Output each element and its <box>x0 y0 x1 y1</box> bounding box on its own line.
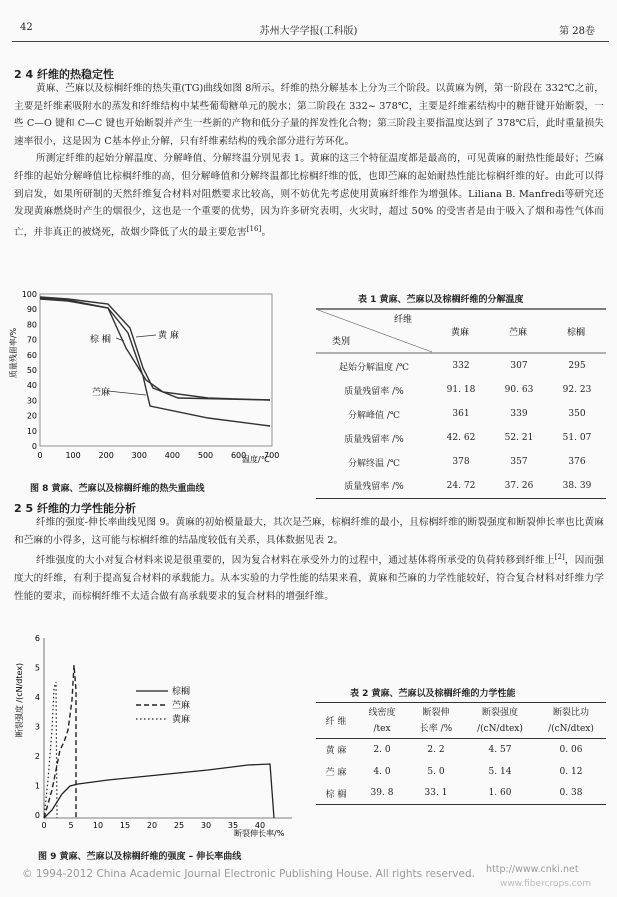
fig9-xtick-label: 25 <box>173 821 185 830</box>
cell: 4. 0 <box>373 766 391 777</box>
table-1-col-ramie: 苎麻 <box>508 328 528 338</box>
head-elongation <box>408 703 464 739</box>
jute-pointer <box>136 335 156 337</box>
fig9-ytick-label: 1 <box>34 781 40 791</box>
tg-curve-chart <box>8 288 308 483</box>
table-row <box>316 739 606 761</box>
table-1 <box>316 308 606 499</box>
cell: 37. 26 <box>504 480 534 491</box>
row-label: 质量残留率 /% <box>344 386 404 397</box>
row-label: 起始分解温度 /℃ <box>339 362 409 373</box>
paragraph-decomposition-text: 所测定纤维的起始分解温度、分解峰值、分解终温分别见表 1。黄麻的这三个特征温度都是最高的，可见黄麻的耐热性能最好；苎麻纤维的起始分解峰值比棕榈纤维的高，但分解峰值和分解终温都比棕榈纤维的低，也即苎麻的起始耐热性能比棕榈纤维的好。由此可以得到启发，如果所研制的天然纤维复合材料对阻燃要求比较高，则不妨优先考虑使用黄麻纤维作为增强体。Liliana B. Manfredi等研究还发现黄麻燃烧时产生的烟很少，这也是一个重要的优势，因为许多研究表明，火灾时，超过 50% 的受害者是由于吸入了烟和毒性气体而亡，并非真正的被烧死，故烟少降低了火的最主要危害 <box>14 153 604 238</box>
fig9-ytick-label: 2 <box>34 752 40 761</box>
jute-label: 黄 麻 <box>158 331 179 341</box>
cell: 38. 39 <box>562 480 592 491</box>
cell: 0. 38 <box>559 788 583 799</box>
section-2-5-body <box>14 514 604 605</box>
section-title-2-5: 2 5 纤维的力学性能分析 <box>14 502 136 515</box>
table-1-col-palm: 棕榈 <box>566 328 586 338</box>
row-label: 棕 榈 <box>325 789 347 800</box>
fig8-ytick-label: 70 <box>26 335 37 345</box>
table-1-header <box>316 308 606 354</box>
legend-palm: 棕榈 <box>172 687 191 697</box>
section-title-2-4: 2 4 纤维的热稳定性 <box>14 68 114 81</box>
fig8-xtick-label: 300 <box>131 451 147 460</box>
fig8-xtick-label: 700 <box>264 451 280 460</box>
fig9-xtick-label: 5 <box>68 821 74 830</box>
jute-curve <box>40 298 270 400</box>
legend-ramie: 苎麻 <box>172 701 191 711</box>
head-density-a: 线密度 <box>368 707 396 718</box>
fig9-ytick-label: 5 <box>34 663 40 673</box>
cell: 307 <box>510 361 528 371</box>
fig8-ytick-label: 40 <box>26 381 37 391</box>
table-row <box>316 378 606 402</box>
fig8-ylabel: 质量残留率/% <box>9 327 18 379</box>
fig8-ytick-label: 20 <box>26 411 37 421</box>
cell: 91. 18 <box>446 385 476 395</box>
cell: 357 <box>510 457 528 467</box>
fig9-ylabel: 断裂强度 /(cN/dtex) <box>15 662 24 738</box>
cell: 51. 07 <box>562 433 592 443</box>
fig9-xlabel: 断裂伸长率/% <box>234 829 285 838</box>
fig9-ytick-label: 0 <box>34 811 40 820</box>
header-rule <box>12 41 609 42</box>
cell: 5. 14 <box>488 766 512 777</box>
table-2 <box>316 702 606 805</box>
figure-9-caption: 图 9 黄麻、苎麻以及棕榈纤维的强度 – 伸长率曲线 <box>38 852 242 862</box>
row-label: 苎 麻 <box>325 768 347 778</box>
fig9-xtick-label: 0 <box>41 821 47 830</box>
fig9-xtick-label: 30 <box>200 821 212 830</box>
cell: 42. 62 <box>446 433 476 443</box>
cell: 378 <box>452 457 470 467</box>
paragraph-strength-text-a: 纤维强度的大小对复合材料来说是很重要的，因为复合材料在承受外力的过程中，通过基体将所承受的负荷转移到纤维上 <box>36 555 555 567</box>
head-fiber: 纤 维 <box>325 717 347 727</box>
cell: 33. 1 <box>424 788 448 799</box>
head-work-b: /(cN/dtex) <box>548 723 594 734</box>
fig8-ytick-label: 80 <box>26 320 37 330</box>
legend-jute: 黄麻 <box>172 715 191 725</box>
cell: 350 <box>568 409 586 419</box>
ramie-pointer <box>108 391 146 395</box>
head-work-a: 断裂比功 <box>552 707 589 718</box>
paragraph-tg: 黄麻、苎麻以及棕榈纤维的热失重(TG)曲线如图 8所示。纤维的热分解基本上分为三个阶段。以黄麻为例，第一阶段在 332℃之前，主要是纤维素吸附水的蒸发和纤维结构中某些葡萄糖单元的脱水；第二阶段在 332~ 378℃，主要是纤维素结构中的糖苷键开始断裂，一些 C—O 键和 C—C 键也开始断裂并产生一些新的产物和低分子量的挥发性化合物；第三阶段主要指温度达到了 378℃后，此时重量损失速率很小，这是因为 C基本停止分解，只有纤维素结构的残余部分进行芳环化。 <box>14 83 604 147</box>
fig9-xtick-label: 40 <box>254 821 266 830</box>
fig8-xtick-label: 400 <box>164 451 181 460</box>
fig8-ytick-label: 90 <box>26 305 37 315</box>
strength-elongation-chart <box>8 630 308 840</box>
cell: 0. 12 <box>559 766 583 777</box>
figure-8-caption: 图 8 黄麻、苎麻以及棕榈纤维的热失重曲线 <box>30 484 205 494</box>
fig8-xlabel: 温度/℃ <box>242 455 270 464</box>
paragraph-strength-text-b: ，因而强度大的纤维，有利于提高复合材料的承载能力。从本实验的力学性能的结果来看，黄麻和苎麻的力学性能较好，符合复合材料对纤维力学性能的要求，而棕榈纤维不太适合做有高承载要求的复合材料的增强纤维。 <box>14 555 604 602</box>
table-row <box>316 761 606 783</box>
fig9-xtick-label: 20 <box>146 821 158 830</box>
cell: 5. 0 <box>427 766 445 777</box>
ramie-curve <box>40 299 270 426</box>
jute-strength-curve <box>44 682 57 818</box>
fig8-ytick-label: 100 <box>21 290 37 299</box>
table-row <box>316 402 606 426</box>
fig8-ytick-label: 10 <box>26 426 37 436</box>
table-1-caption: 表 1 黄麻、苎麻以及棕榈纤维的分解温度 <box>358 295 524 305</box>
fig8-xtick-label: 600 <box>230 451 247 460</box>
palm-strength-curve <box>44 764 274 818</box>
cell: 332 <box>452 361 470 371</box>
cell: 339 <box>510 409 528 419</box>
cell: 39. 8 <box>370 788 394 799</box>
cnki-url[interactable]: http://www.cnki.net <box>486 864 579 875</box>
row-label: 分解终温 /℃ <box>348 458 400 469</box>
paragraph-decomposition: 所测定纤维的起始分解温度、分解峰值、分解终温分别见表 1。黄麻的这三个特征温度都是最高的，可见黄麻的耐热性能最好；苎麻纤维的起始分解峰值比棕榈纤维的高，但分解峰值和分解终温都比棕榈纤维的低，也即苎麻的起始耐热性能比棕榈纤维的好。由此可以得到启发，如果所研制的天然纤维复合材料对阻燃要求比较高，则不妨优先考虑使用黄麻纤维作为增强体。Liliana B. Manfredi等研究还发现黄麻燃烧时产生的烟很少，这也是一个重要的优势，因为许多研究表明，火灾时，超过 50% 的受害者是由于吸入了烟和毒性气体而亡，并非真正的被烧死，故烟少降低了火的最主要危害[16]。 <box>14 153 604 238</box>
cell: 4. 57 <box>488 744 512 755</box>
fig9-ytick-label: 6 <box>34 634 40 643</box>
fig8-ytick-label: 50 <box>26 366 37 375</box>
section-2-4-body <box>14 80 604 242</box>
cell: 90. 63 <box>504 385 534 395</box>
head-work <box>536 703 606 739</box>
palm-label: 棕 榈 <box>90 335 111 345</box>
head-density-b: /tex <box>373 723 391 734</box>
table-2-header-row <box>316 703 606 739</box>
paragraph-strength <box>14 549 604 605</box>
head-strength-a: 断裂强度 <box>481 707 518 718</box>
table-1-body <box>316 354 606 499</box>
cell: 2. 0 <box>373 744 391 755</box>
cell: 52. 21 <box>504 433 534 443</box>
table-row <box>316 450 606 474</box>
cell: 295 <box>568 361 586 371</box>
journal-title: 苏州大学学报(工科版) <box>259 26 358 37</box>
paragraph-mechanical: 纤维的强度-伸长率曲线见图 9。黄麻的初始模量最大，其次是苎麻，棕榈纤维的最小，且棕榈纤维的断裂强度和断裂伸长率也比黄麻和苎麻的小得多，这可能与棕榈纤维的结晶度较低有关系，具体数据见表 2。 <box>14 517 604 546</box>
palm-curve <box>40 297 270 400</box>
table-1-col-jute: 黄麻 <box>450 328 470 338</box>
table-row <box>316 474 606 498</box>
head-elongation-a: 断裂伸 <box>422 707 450 718</box>
cell: 2. 2 <box>427 744 445 755</box>
fig8-ytick-label: 30 <box>26 396 37 406</box>
volume: 第 28卷 <box>559 26 595 37</box>
head-density <box>356 703 408 739</box>
ramie-label: 苎麻 <box>92 388 111 398</box>
watermark: www.fibercrops.com <box>500 879 591 889</box>
copyright-notice: © 1994-2012 China Academic Journal Electronic Publishing House. All rights reserved. <box>22 868 475 880</box>
page-number: 42 <box>20 22 33 33</box>
fig9-ytick-label: 4 <box>34 693 40 702</box>
table-row <box>316 426 606 450</box>
table-1-corner-top: 纤维 <box>394 315 413 325</box>
head-strength-b: /(cN/dtex) <box>477 723 523 734</box>
fig8-ytick-label: 0 <box>31 442 37 451</box>
fig9-yticks <box>35 634 40 820</box>
cell: 1. 60 <box>488 788 512 799</box>
fig9-ytick-label: 3 <box>34 722 40 732</box>
fig8-xtick-label: 0 <box>37 451 43 460</box>
row-label: 黄 麻 <box>325 746 347 757</box>
fig8-xtick-label: 200 <box>98 451 114 460</box>
reference-2: [2] <box>554 553 565 562</box>
fig8-xtick-label: 500 <box>197 451 214 460</box>
fig8-xtick-label: 100 <box>65 451 81 460</box>
fig8-plot-frame <box>40 294 272 446</box>
cell: 0. 06 <box>559 744 583 755</box>
cell: 92. 23 <box>562 385 592 395</box>
table-row <box>316 783 606 805</box>
row-label: 分解峰值 /℃ <box>348 410 400 421</box>
fig9-xtick-label: 10 <box>92 821 104 830</box>
fig9-xtick-label: 35 <box>227 821 239 830</box>
head-strength <box>464 703 536 739</box>
ramie-strength-curve <box>44 665 76 818</box>
fig9-xticks <box>41 821 265 830</box>
cell: 361 <box>452 409 470 419</box>
table-2-caption: 表 2 黄麻、苎麻以及棕榈纤维的力学性能 <box>350 689 516 699</box>
fig8-ytick-label: 60 <box>26 350 37 360</box>
table-1-corner-bottom: 类别 <box>332 337 351 347</box>
fig8-yticks <box>22 290 37 451</box>
head-elongation-b: 长率 /% <box>419 723 453 734</box>
fig9-xtick-label: 15 <box>119 821 131 830</box>
row-label: 质量残留率 /% <box>344 434 404 445</box>
table-row <box>316 354 606 378</box>
reference-16: [16] <box>246 224 262 233</box>
cell: 376 <box>568 457 586 467</box>
row-label: 质量残留率 /% <box>344 482 404 493</box>
cell: 24. 72 <box>446 480 476 491</box>
